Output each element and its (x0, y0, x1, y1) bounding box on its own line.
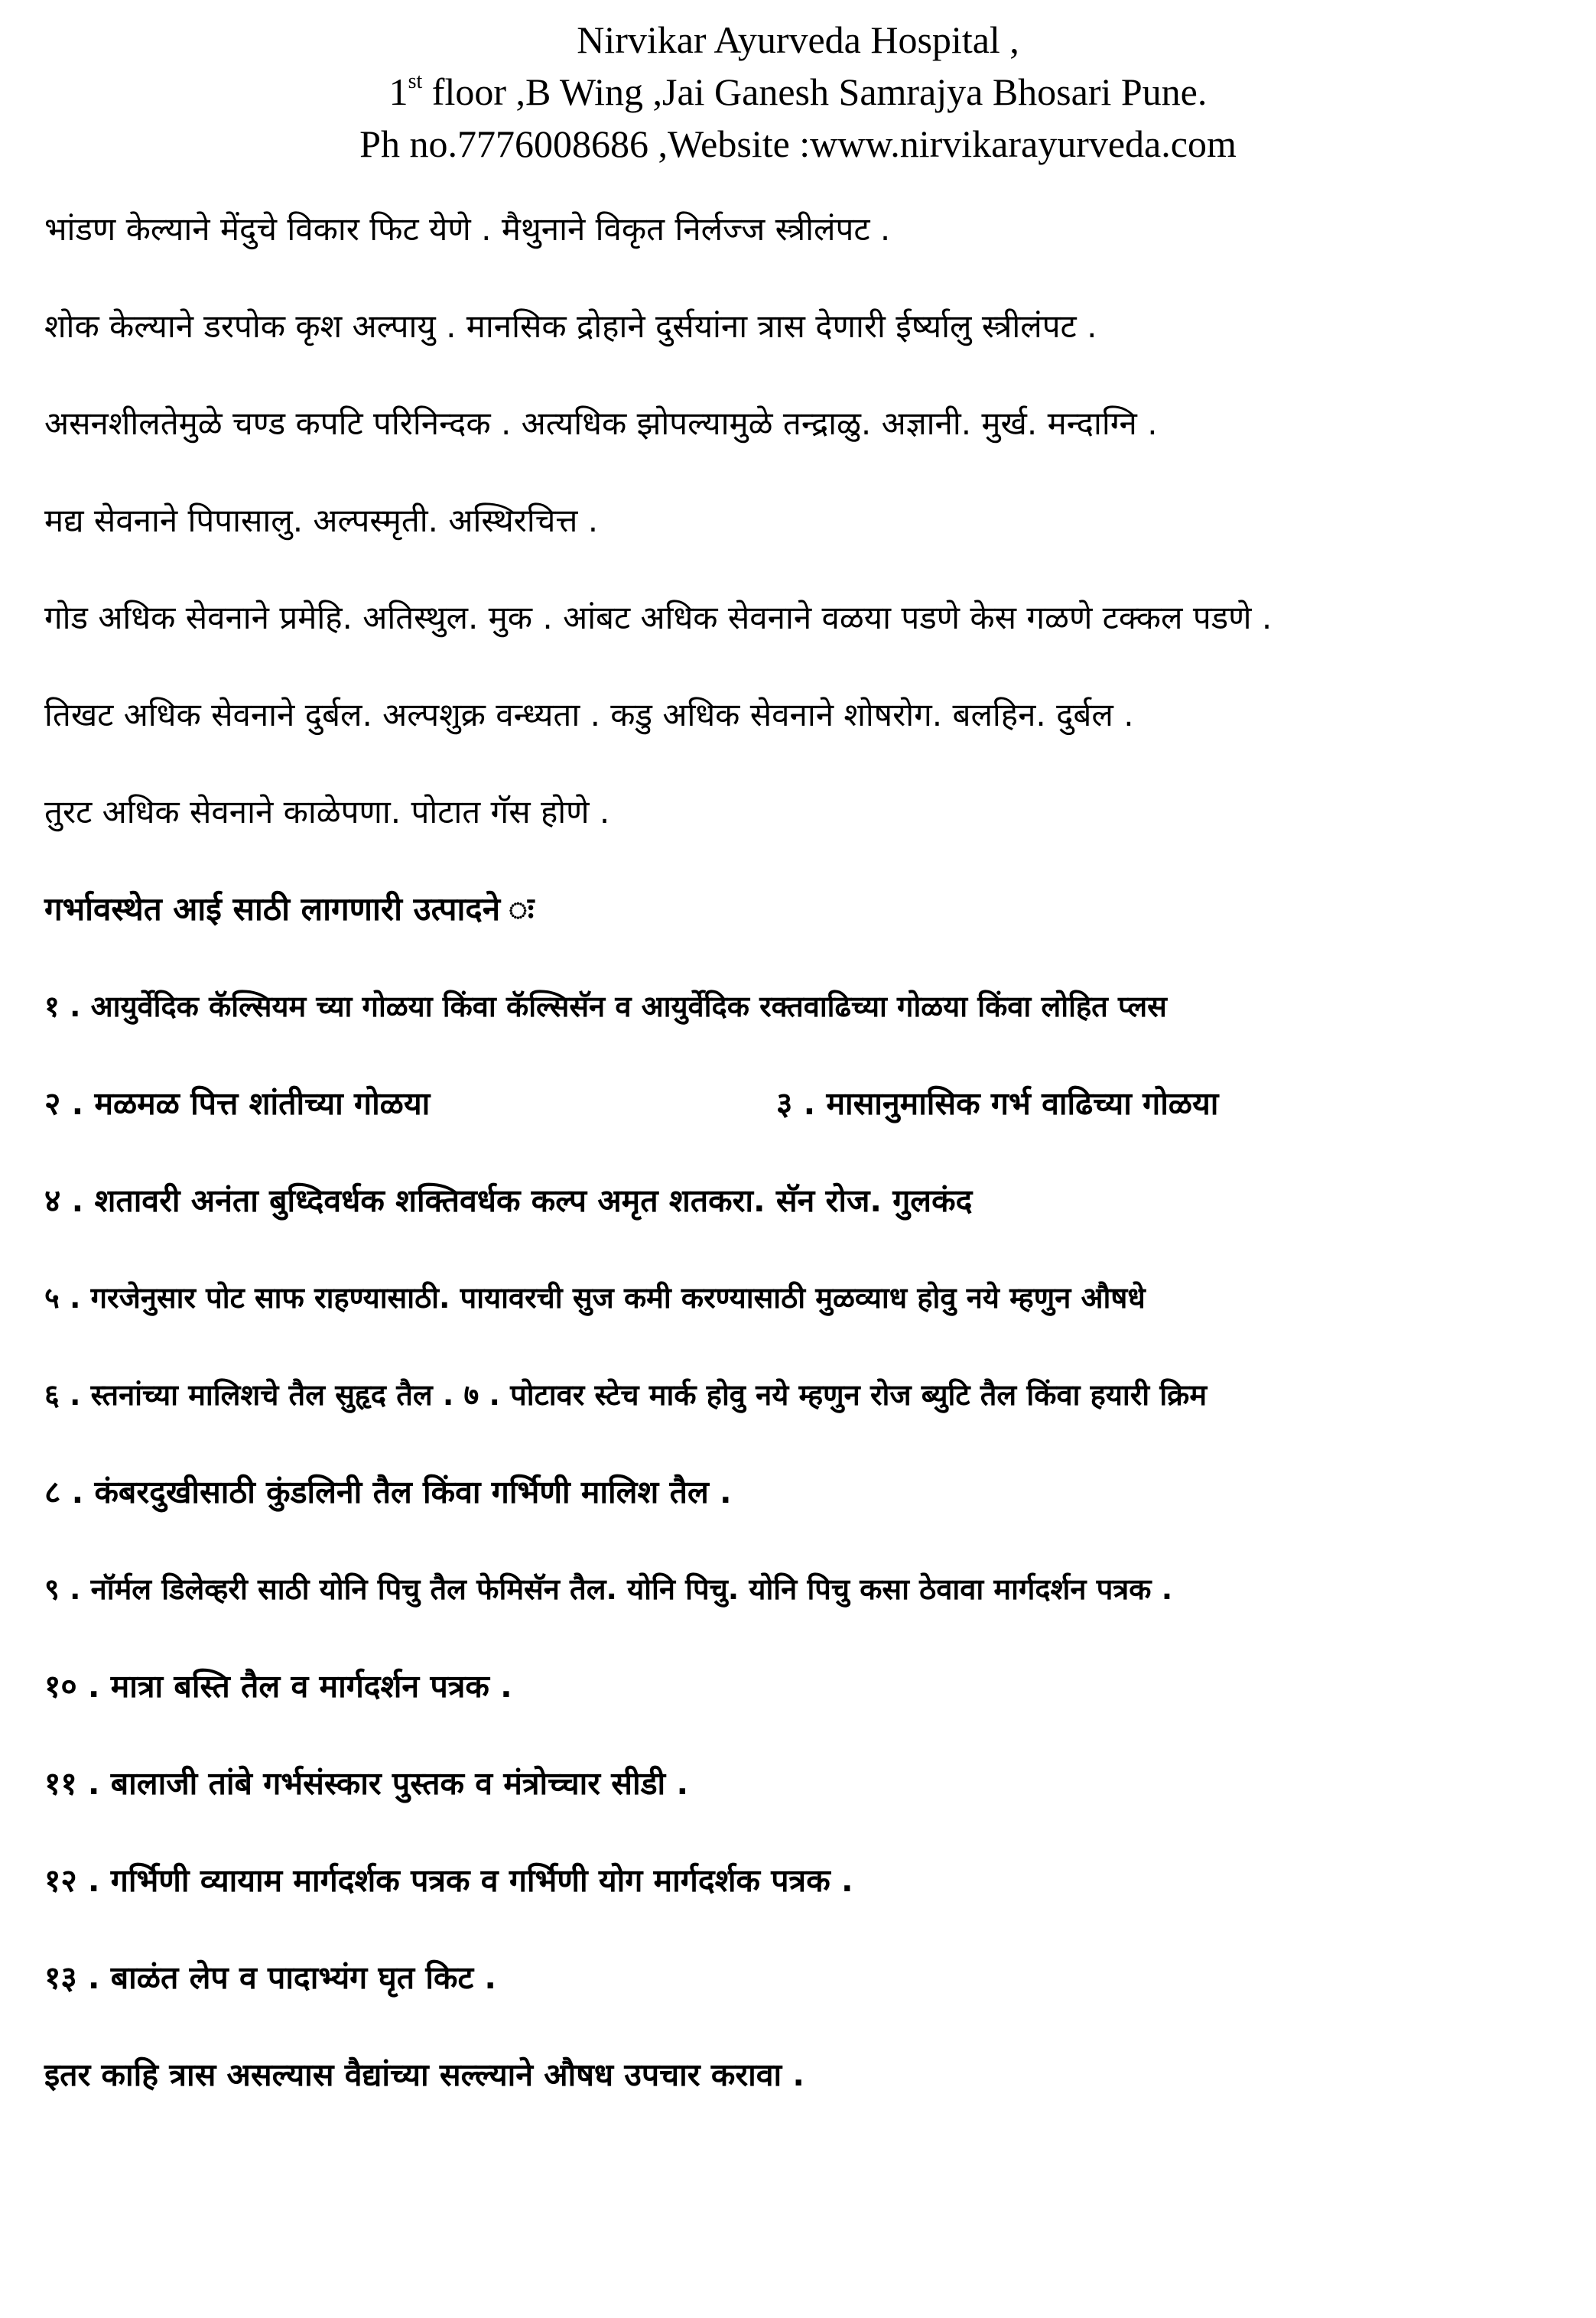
product-item-11: ११ . बालाजी तांबे गर्भसंस्कार पुस्तक व मंत्रोच्चार सीडी . (44, 1765, 689, 1802)
contact-line: Ph no.7776008686 ,Website :www.nirvikarayurveda.com (359, 122, 1237, 165)
effect-paragraph: मद्य सेवनाने पिपासालु. अल्पस्मृती. अस्थिरचित्त . (44, 502, 599, 539)
product-item-3: ३ . मासानुमासिक गर्भ वाढिच्या गोळया (776, 1085, 1219, 1122)
product-item-9: ९ . नॉर्मल डिलेव्हरी साठी योनि पिचु तैल फेमिसॅन तैल. योनि पिचु. योनि पिचु कसा ठेवावा मार्गदर्शन पत्रक . (44, 1572, 1173, 1606)
product-item-5: ५ . गरजेनुसार पोट साफ राहण्यासाठी. पायावरची सुज कमी करण्यासाठी मुळव्याध होवु नये म्हणुन औषधे (44, 1281, 1146, 1315)
effect-paragraph: तुरट अधिक सेवनाने काळेपणा. पोटात गॅस होणे . (44, 793, 610, 831)
product-row-2-3 (44, 1081, 1566, 1178)
document-body (44, 206, 1566, 2149)
product-item-13: १३ . बाळंत लेप व पादाभ्यंग घृत किट . (44, 1959, 497, 1996)
effect-paragraph: भांडण केल्याने मेंदुचे विकार फिट येणे . मैथुनाने विकृत निर्लज्ज स्त्रीलंपट . (44, 210, 891, 248)
hospital-name: Nirvikar Ayurveda Hospital , (577, 18, 1019, 61)
product-item-10: १० . मात्रा बस्ति तैल व मार्गदर्शन पत्रक . (44, 1668, 512, 1705)
hospital-address (0, 66, 1596, 118)
hospital-header (0, 14, 1596, 170)
products-heading: गर्भावस्थेत आई साठी लागणारी उत्पादने ः (44, 890, 535, 928)
product-item-6-7: ६ . स्तनांच्या मालिशचे तैल सुहृद तैल . ७ . पोटावर स्टेच मार्क होवु नये म्हणुन रोज ब्युटि तैल किंवा हयारी क्रिम (44, 1378, 1208, 1412)
product-item-1: १ . आयुर्वेदिक कॅल्सियम च्या गोळया किंवा कॅल्सिसॅन व आयुर्वेदिक रक्तवाढिच्या गोळया किंवा लोहित प्लस (44, 990, 1167, 1023)
floor-number: 1 (388, 70, 408, 113)
product-item-12: १२ . गर्भिणी व्यायाम मार्गदर्शक पत्रक व गर्भिणी योग मार्गदर्शक पत्रक . (44, 1862, 853, 1899)
closing-note: इतर काहि त्रास असल्यास वैद्यांच्या सल्ल्याने औषध उपचार करावा . (44, 2056, 805, 2093)
effect-paragraph: तिखट अधिक सेवनाने दुर्बल. अल्पशुक्र वन्ध्यता . कडु अधिक सेवनाने शोषरोग. बलहिन. दुर्बल . (44, 696, 1134, 733)
product-item-8: ८ . कंबरदुखीसाठी कुंडलिनी तैल किंवा गर्भिणी मालिश तैल . (44, 1474, 732, 1510)
address-rest: floor ,B Wing ,Jai Ganesh Samrajya Bhosari Pune. (422, 70, 1208, 113)
effect-paragraph: असनशीलतेमुळे चण्ड कपटि परिनिन्दक . अत्यधिक झोपल्यामुळे तन्द्राळु. अज्ञानी. मुर्ख. मन्दाग्नि . (44, 405, 1158, 442)
product-item-2: २ . मळमळ पित्त शांतीच्या गोळया (44, 1085, 431, 1122)
effect-paragraph: शोक केल्याने डरपोक कृश अल्पायु . मानसिक द्रोहाने दुर्सयांना त्रास देणारी ईर्ष्यालु स्त्रीलंपट . (44, 307, 1097, 345)
effect-paragraph: गोड अधिक सेवनाने प्रमेहि. अतिस्थुल. मुक . आंबट अधिक सेवनाने वळया पडणे केस गळणे टक्कल पडणे . (44, 599, 1273, 636)
floor-ordinal-suffix: st (408, 70, 423, 93)
product-item-4: ४ . शतावरी अनंता बुध्दिवर्धक शक्तिवर्धक कल्प अमृत शतकरा. सॅन रोज. गुलकंद (44, 1182, 973, 1219)
